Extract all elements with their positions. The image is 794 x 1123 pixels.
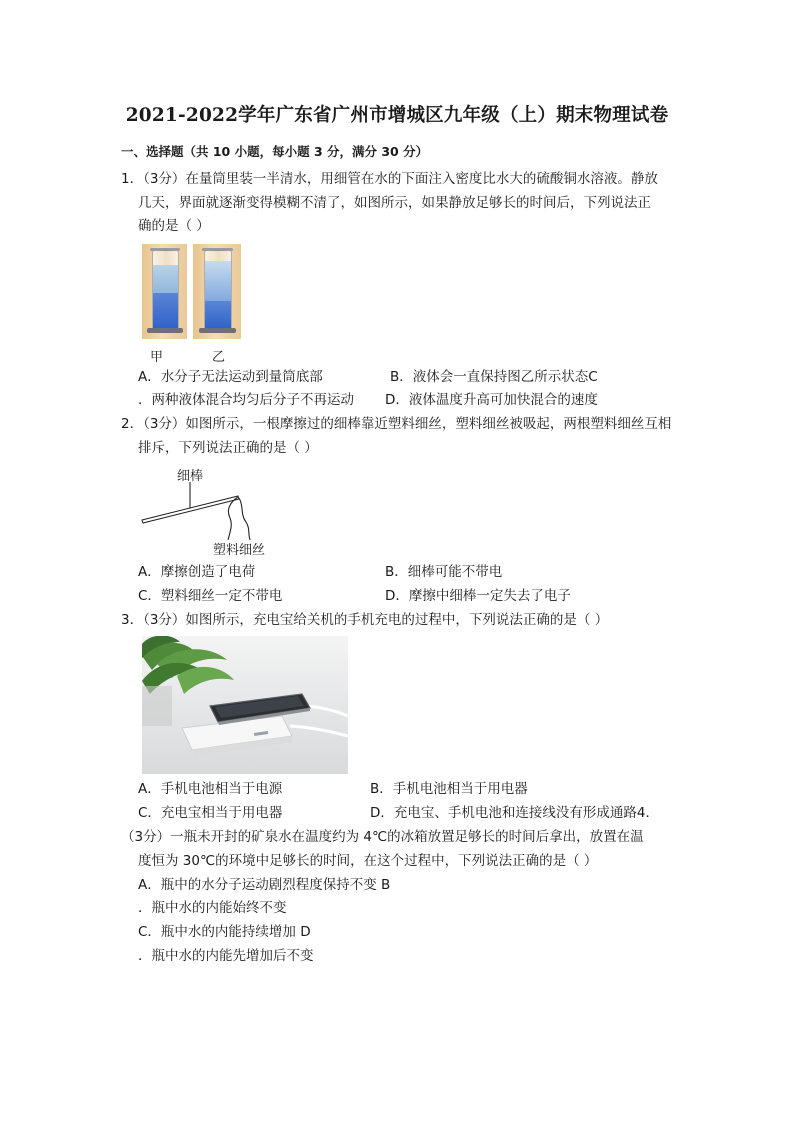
cylinder-figure-yi (193, 244, 241, 339)
q2-option-c[interactable]: C．塑料细丝一定不带电 (138, 588, 283, 604)
q4-stem-line-1: （3分）一瓶未开封的矿泉水在温度约为 4℃的冰箱放置足够长的时间后拿出，放置在温 (121, 829, 644, 845)
q1-figure-label-jia: 甲 (150, 350, 164, 365)
q2-label-rod: 细棒 (177, 469, 204, 484)
q1-option-d[interactable]: D．液体温度升高可加快混合的速度 (385, 392, 598, 408)
q1-option-b[interactable]: B．液体会一直保持图乙所示状态C (390, 369, 598, 385)
q3-option-c[interactable]: C．充电宝相当于用电器 (138, 805, 283, 821)
q1-figure-label-yi: 乙 (212, 350, 226, 365)
q4-stem-line-2: 度恒为 30℃的环境中足够长的时间，在这个过程中，下列说法正确的是（ ） (138, 853, 598, 869)
q1-option-a[interactable]: A．水分子无法运动到量筒底部 (138, 369, 323, 385)
q1-stem-line-1: 1．（3分）在量筒里装一半清水，用细管在水的下面注入密度比水大的硫酸铜水溶液。静放 (121, 171, 658, 187)
section-heading: 一、选择题（共 10 小题，每小题 3 分，满分 30 分） (121, 144, 429, 159)
cylinder-figure-jia (142, 244, 187, 339)
rod-and-filament-diagram (138, 480, 258, 542)
q3-option-a[interactable]: A．手机电池相当于电源 (138, 781, 283, 797)
q2-label-filament: 塑料细丝 (213, 543, 266, 558)
q2-stem-line-1: 2．（3分）如图所示，一根摩擦过的细棒靠近塑料细丝，塑料细丝被吸起，两根塑料细丝互相 (121, 416, 672, 432)
q1-stem-line-2: 几天，界面就逐渐变得模糊不清了，如图所示，如果静放足够长的时间后，下列说法正 (138, 195, 651, 211)
exam-title: 2021-2022学年广东省广州市增城区九年级（上）期末物理试卷 (125, 105, 669, 126)
q1-stem-line-3: 确的是（ ） (138, 218, 210, 234)
q3-option-d[interactable]: D．充电宝、手机电池和连接线没有形成通路4． (370, 805, 659, 821)
q1-option-c[interactable]: ．两种液体混合均匀后分子不再运动 (138, 392, 354, 408)
q2-option-a[interactable]: A．摩擦创造了电荷 (138, 564, 256, 580)
q4-option-a[interactable]: A．瓶中的水分子运动剧烈程度保持不变 B (138, 877, 391, 893)
q2-option-b[interactable]: B．细棒可能不带电 (385, 564, 503, 580)
q3-option-b[interactable]: B．手机电池相当于用电器 (370, 781, 528, 797)
q4-option-d[interactable]: ．瓶中水的内能先增加后不变 (138, 948, 314, 964)
q2-stem-line-2: 排斥，下列说法正确的是（ ） (138, 440, 318, 456)
power-bank-charging-photo (142, 636, 348, 774)
q4-option-b[interactable]: ．瓶中水的内能始终不变 (138, 900, 287, 916)
power-bank-photo-drawing (142, 636, 348, 774)
q2-option-d[interactable]: D．摩擦中细棒一定失去了电子 (385, 588, 571, 604)
q4-option-c[interactable]: C．瓶中水的内能持续增加 D (138, 924, 311, 940)
q3-stem-line-1: 3．（3分）如图所示，充电宝给关机的手机充电的过程中，下列说法正确的是（ ） (121, 612, 609, 628)
